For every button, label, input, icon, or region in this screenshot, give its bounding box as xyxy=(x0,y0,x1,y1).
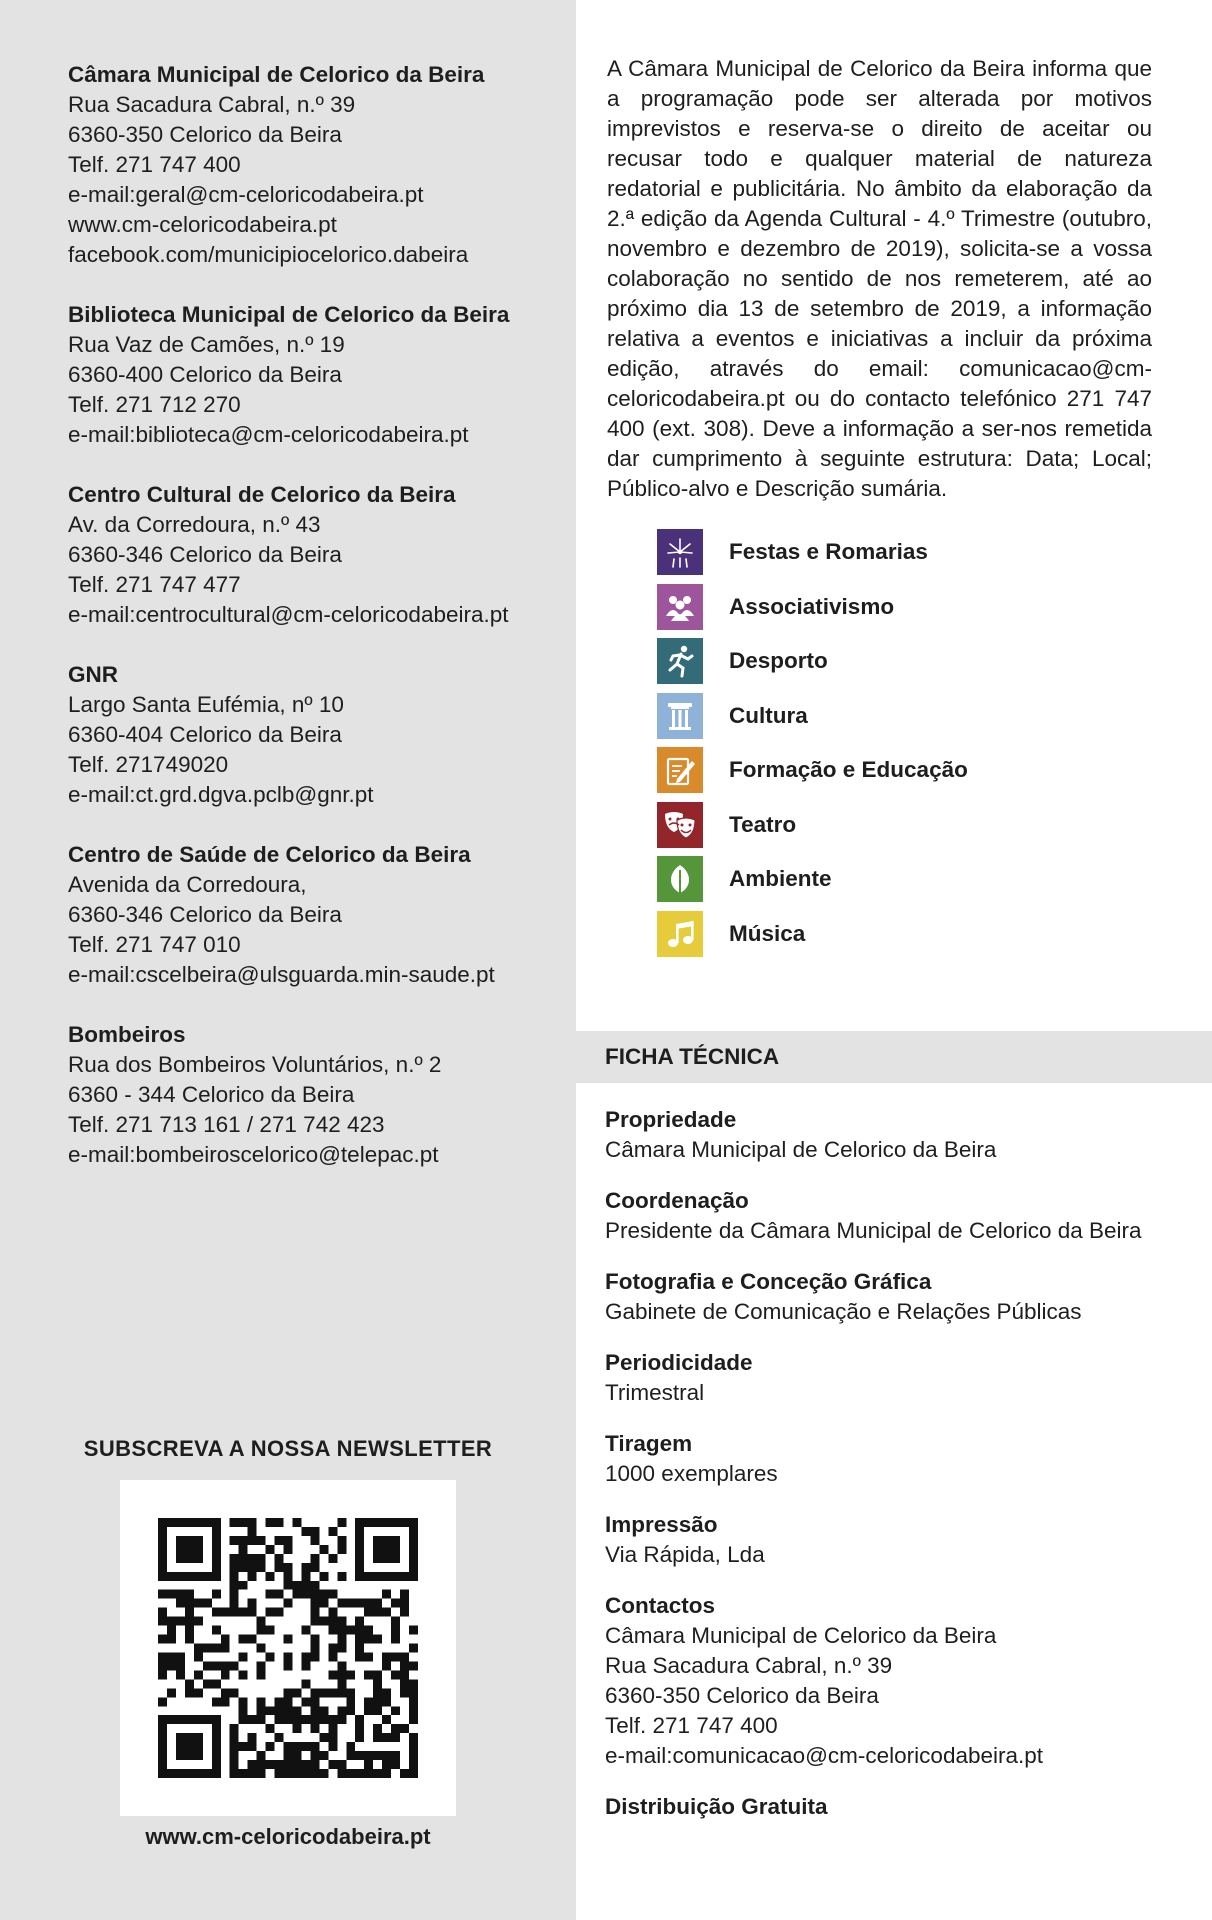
ficha-entry-contactos xyxy=(605,1591,1195,1771)
contact-name: Centro de Saúde de Celorico da Beira xyxy=(68,842,471,867)
contact-email-link[interactable]: e-mail:bombeiroscelorico@telepac.pt xyxy=(68,1142,439,1167)
ficha-header-bar xyxy=(576,1031,1212,1083)
legend-icon-bg xyxy=(657,638,703,684)
ficha-value: Trimestral xyxy=(605,1380,705,1405)
contact-name: Biblioteca Municipal de Celorico da Beira xyxy=(68,302,510,327)
ficha-entry-impressao xyxy=(605,1510,1195,1570)
legend-label: Teatro xyxy=(729,811,797,837)
contact-phone: Telf. 271 747 010 xyxy=(68,932,241,957)
qr-code-icon xyxy=(158,1518,418,1778)
ficha-label: Fotografia e Conceção Gráfica xyxy=(605,1269,932,1294)
legend-icon-bg xyxy=(657,802,703,848)
contact-centro-saude xyxy=(68,840,568,990)
music-note-icon xyxy=(663,917,697,951)
contact-gnr xyxy=(68,660,568,810)
ficha-label: Contactos xyxy=(605,1593,716,1618)
contact-website-link[interactable]: www.cm-celoricodabeira.pt xyxy=(68,212,337,237)
column-icon xyxy=(663,699,697,733)
contact-postal: 6360-404 Celorico da Beira xyxy=(68,722,342,747)
contact-address: Avenida da Corredoura, xyxy=(68,872,307,897)
contact-email-link[interactable]: e-mail:cscelbeira@ulsguarda.min-saude.pt xyxy=(68,962,495,987)
ficha-entry-distribuicao xyxy=(605,1792,1195,1822)
ficha-value: Telf. 271 747 400 xyxy=(605,1713,778,1738)
ficha-value: 6360-350 Celorico da Beira xyxy=(605,1683,879,1708)
contact-phone: Telf. 271749020 xyxy=(68,752,229,777)
ficha-value: Gabinete de Comunicação e Relações Públicas xyxy=(605,1299,1082,1324)
ficha-label: Propriedade xyxy=(605,1107,737,1132)
contact-address: Largo Santa Eufémia, nº 10 xyxy=(68,692,344,717)
ficha-value: Presidente da Câmara Municipal de Celorico da Beira xyxy=(605,1218,1142,1243)
contact-postal: 6360-400 Celorico da Beira xyxy=(68,362,342,387)
contact-phone: Telf. 271 747 400 xyxy=(68,152,241,177)
contact-phone: Telf. 271 747 477 xyxy=(68,572,241,597)
contact-email-link[interactable]: e-mail:ct.grd.dgva.pclb@gnr.pt xyxy=(68,782,374,807)
contact-address: Rua dos Bombeiros Voluntários, n.º 2 xyxy=(68,1052,442,1077)
contact-name: Câmara Municipal de Celorico da Beira xyxy=(68,62,485,87)
newsletter-section xyxy=(0,1436,576,1849)
contact-name: GNR xyxy=(68,662,118,687)
legend-label: Desporto xyxy=(729,648,828,673)
legend-label: Cultura xyxy=(729,702,808,728)
contact-phone: Telf. 271 713 161 / 271 742 423 xyxy=(68,1112,385,1137)
contact-postal: 6360-346 Celorico da Beira xyxy=(68,902,342,927)
ficha-email-link[interactable]: e-mail:comunicacao@cm-celoricodabeira.pt xyxy=(605,1743,1044,1768)
ficha-value: Câmara Municipal de Celorico da Beira xyxy=(605,1623,997,1648)
contact-phone: Telf. 271 712 270 xyxy=(68,392,241,417)
people-icon xyxy=(663,590,697,624)
legend-icon-bg xyxy=(657,856,703,902)
legend-icon-bg xyxy=(657,584,703,630)
ficha-label: Periodicidade xyxy=(605,1350,753,1375)
theater-masks-icon xyxy=(663,808,697,842)
contact-bombeiros xyxy=(68,1020,568,1170)
ficha-value: Câmara Municipal de Celorico da Beira xyxy=(605,1137,997,1162)
contact-email-link[interactable]: e-mail:centrocultural@cm-celoricodabeira.pt xyxy=(68,602,509,627)
contact-name: Bombeiros xyxy=(68,1022,186,1047)
contact-centro-cultural xyxy=(68,480,568,630)
contact-address: Rua Sacadura Cabral, n.º 39 xyxy=(68,92,356,117)
leaf-icon xyxy=(663,862,697,896)
contact-facebook-link[interactable]: facebook.com/municipiocelorico.dabeira xyxy=(68,242,469,267)
contacts-list xyxy=(68,60,568,1200)
contact-name: Centro Cultural de Celorico da Beira xyxy=(68,482,456,507)
ficha-title: FICHA TÉCNICA xyxy=(605,1044,780,1069)
contact-postal: 6360 - 344 Celorico da Beira xyxy=(68,1082,355,1107)
ficha-value: 1000 exemplares xyxy=(605,1461,778,1486)
contact-address: Av. da Corredoura, n.º 43 xyxy=(68,512,321,537)
ficha-entry-propriedade xyxy=(605,1105,1195,1165)
contact-email-link[interactable]: e-mail:biblioteca@cm-celoricodabeira.pt xyxy=(68,422,469,447)
legend-icon-bg xyxy=(657,911,703,957)
ficha-value: Via Rápida, Lda xyxy=(605,1542,765,1567)
ficha-entry-fotografia xyxy=(605,1267,1195,1327)
legend-label: Festas e Romarias xyxy=(729,539,928,564)
legend-icon-bg xyxy=(657,747,703,793)
qr-code[interactable] xyxy=(120,1480,456,1816)
newsletter-title: SUBSCREVA A NOSSA NEWSLETTER xyxy=(83,1436,493,1461)
ficha-entry-coordenacao xyxy=(605,1186,1195,1246)
contact-camara xyxy=(68,60,568,270)
ficha-entry-periodicidade xyxy=(605,1348,1195,1408)
legend-label: Ambiente xyxy=(729,866,832,891)
contact-address: Rua Vaz de Camões, n.º 19 xyxy=(68,332,345,357)
ficha-label: Tiragem xyxy=(605,1431,693,1456)
contact-postal: 6360-350 Celorico da Beira xyxy=(68,122,342,147)
contact-email-link[interactable]: e-mail:geral@cm-celoricodabeira.pt xyxy=(68,182,424,207)
runner-icon xyxy=(663,644,697,678)
contact-postal: 6360-346 Celorico da Beira xyxy=(68,542,342,567)
legend-icon-bg xyxy=(657,529,703,575)
ficha-value: Rua Sacadura Cabral, n.º 39 xyxy=(605,1653,893,1678)
ficha-label: Coordenação xyxy=(605,1188,749,1213)
legend-icon-bg xyxy=(657,693,703,739)
legend-label: Formação e Educação xyxy=(729,757,968,782)
fireworks-icon xyxy=(663,535,697,569)
notice-paragraph: A Câmara Municipal de Celorico da Beira informa que a programação pode ser alterada por motivos imprevistos e reserva-se o direito de aceitar ou recusar todo e qualquer material de natureza redatorial e publicitária. No âmbito da elaboração da 2.ª edição da Agenda Cultural - 4.º Trimestre (outubro, novembro e dezembro de 2019), solicita-se a vossa colaboração no sentido de nos remeterem, até ao próximo dia 13 de setembro de 2019, a informação relativa a eventos e iniciativas a incluir da próxima edição, através do email: comunicacao@cm-celoricodabeira.pt ou do contacto telefónico 271 747 400 (ext. 308). Deve a informação a ser-nos remetida dar cumprimento à seguinte estrutura: Data; Local; Público-alvo e Descrição sumária. xyxy=(607,56,1152,501)
legend-label: Música xyxy=(729,920,806,946)
ficha-tecnica xyxy=(605,1105,1195,1843)
notepad-pencil-icon xyxy=(663,753,697,787)
ficha-label: Distribuição Gratuita xyxy=(605,1794,828,1819)
ficha-label: Impressão xyxy=(605,1512,718,1537)
newsletter-website-link[interactable]: www.cm-celoricodabeira.pt xyxy=(145,1824,431,1849)
legend-label: Associativismo xyxy=(729,593,895,619)
ficha-entry-tiragem xyxy=(605,1429,1195,1489)
contact-biblioteca xyxy=(68,300,568,450)
